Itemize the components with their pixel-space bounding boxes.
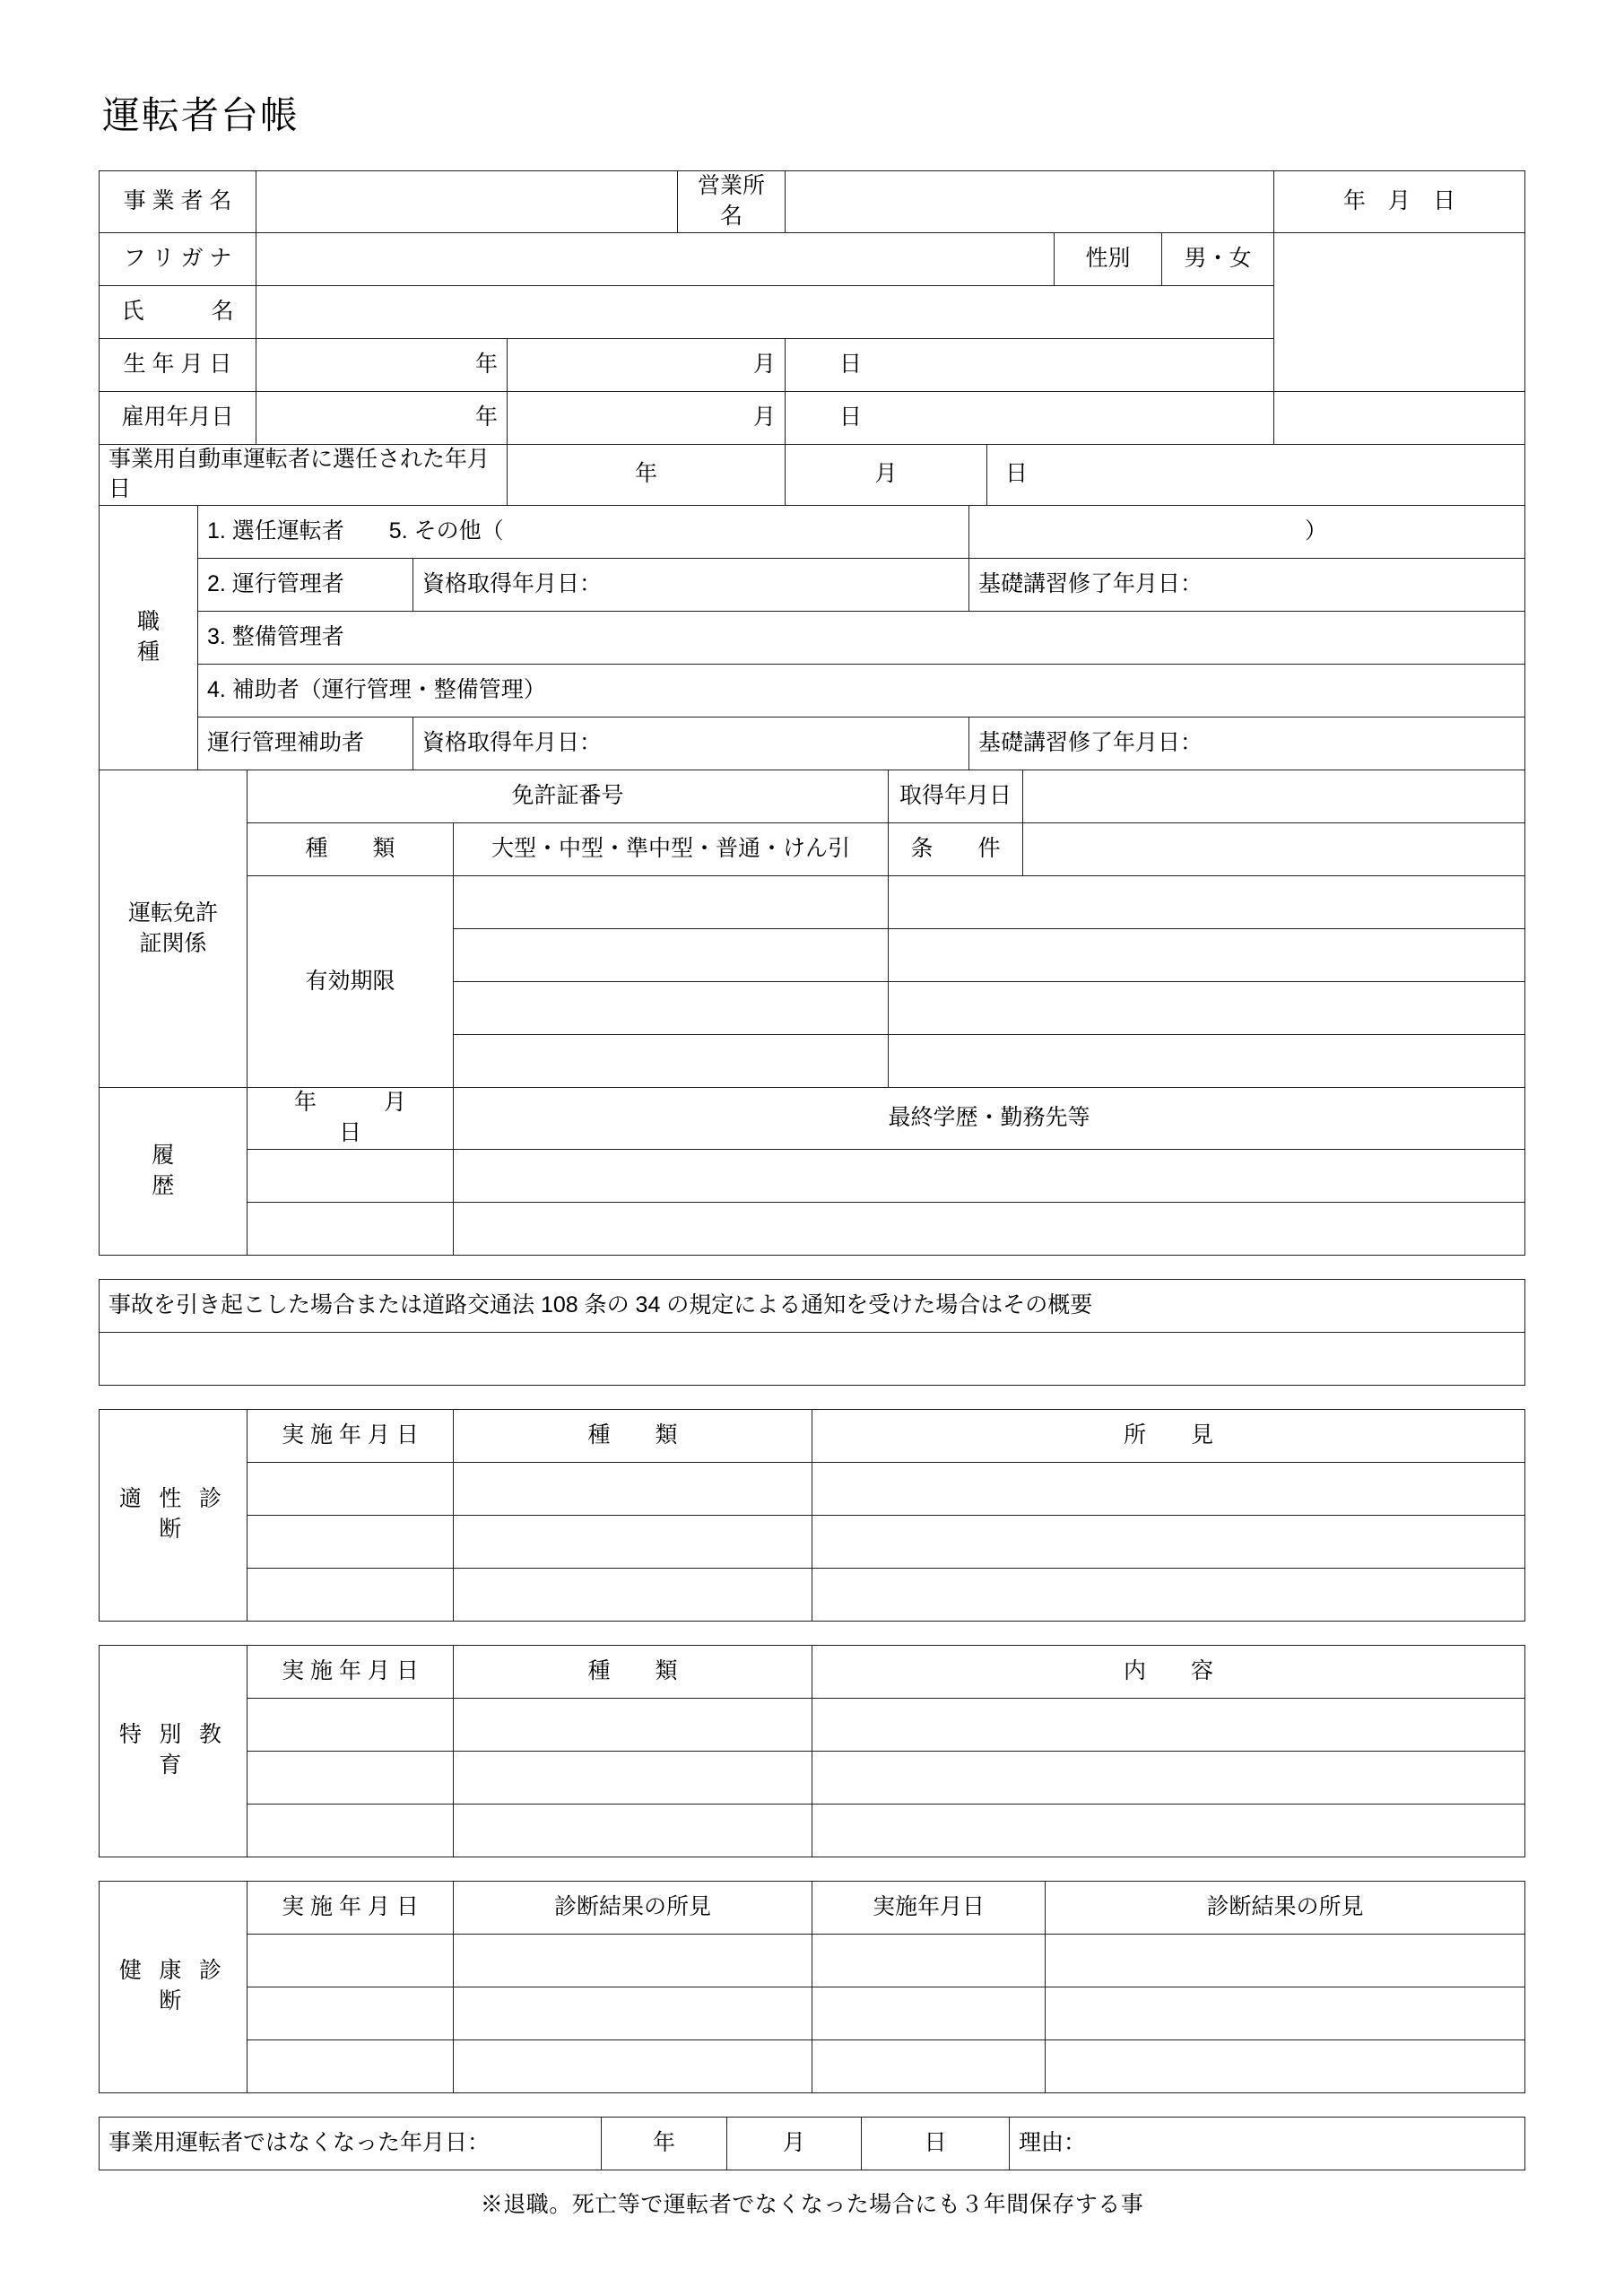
termination-year[interactable]: 年 — [602, 2117, 727, 2170]
special-education-row — [100, 1751, 1525, 1804]
birthdate-month[interactable]: 月 — [508, 338, 786, 391]
date-label: 年 月 日 — [1274, 171, 1525, 233]
hiredate-label: 雇用年月日 — [100, 391, 256, 444]
hiredate-month[interactable]: 月 — [508, 391, 786, 444]
license-validity-cell[interactable] — [889, 1035, 1525, 1088]
health-finding-cell[interactable] — [454, 2039, 812, 2092]
special-education-kind-label: 種 類 — [454, 1645, 812, 1698]
health-row — [100, 1987, 1525, 2039]
job-type-assistant-label: 運行管理補助者 — [198, 718, 413, 770]
special-education-row — [100, 1804, 1525, 1857]
job-type-row-5 — [100, 718, 1525, 770]
health-date-cell-2[interactable] — [812, 1987, 1046, 2039]
appointed-day[interactable]: 日 — [987, 444, 1525, 506]
job-type-option-3[interactable]: 3. 整備管理者 — [198, 612, 1525, 665]
aptitude-finding-cell[interactable] — [812, 1515, 1525, 1568]
health-date-cell-2[interactable] — [812, 2039, 1046, 2092]
aptitude-finding-cell[interactable] — [812, 1568, 1525, 1621]
job-type-option-5-close: ） — [969, 506, 1525, 559]
job-type-row-1 — [100, 506, 1525, 559]
accident-notice-label: 事故を引き起こした場合または道路交通法 108 条の 34 の規定による通知を受けた場合はその概要 — [100, 1279, 1525, 1332]
license-validity-row-1 — [100, 876, 1525, 929]
special-education-kind-cell[interactable] — [454, 1751, 812, 1804]
job-type-option-2[interactable]: 2. 運行管理者 — [198, 559, 413, 612]
special-education-header-row — [100, 1645, 1525, 1698]
job-type-row-2 — [100, 559, 1525, 612]
header-table — [99, 170, 1525, 506]
appointed-month[interactable]: 月 — [786, 444, 987, 506]
history-content-cell[interactable] — [454, 1202, 1525, 1255]
accident-label-row — [100, 1279, 1525, 1332]
job-type-option-4[interactable]: 4. 補助者（運行管理・整備管理） — [198, 665, 1525, 718]
health-header-row — [100, 1881, 1525, 1934]
special-education-content-cell[interactable] — [812, 1751, 1525, 1804]
job-type-label: 職 種 — [100, 506, 198, 770]
license-validity-cell[interactable] — [889, 876, 1525, 929]
job-type-table — [99, 505, 1525, 770]
name-label: 氏 名 — [100, 285, 256, 338]
job-type-assistant-basic-training-date[interactable]: 基礎講習修了年月日： — [969, 718, 1525, 770]
row-furigana — [100, 232, 1525, 285]
health-date-label-2: 実施年月日 — [812, 1881, 1046, 1934]
row-business-office-date — [100, 171, 1525, 233]
aptitude-date-cell[interactable] — [248, 1515, 454, 1568]
health-date-cell-2[interactable] — [812, 1934, 1046, 1987]
business-name-label: 事 業 者 名 — [100, 171, 256, 233]
termination-table — [99, 2117, 1525, 2170]
termination-month[interactable]: 月 — [727, 2117, 862, 2170]
termination-reason-label[interactable]: 理由： — [1010, 2117, 1525, 2170]
accident-notice-field[interactable] — [100, 1332, 1525, 1385]
job-type-basic-training-date[interactable]: 基礎講習修了年月日： — [969, 559, 1525, 612]
office-name-label: 営業所名 — [678, 171, 786, 233]
health-row — [100, 2039, 1525, 2092]
license-acquired-field[interactable] — [1023, 770, 1525, 823]
health-finding-cell-2[interactable] — [1046, 1934, 1525, 1987]
history-date-cell[interactable] — [248, 1202, 454, 1255]
job-type-row-3 — [100, 612, 1525, 665]
health-section-label: 健 康 診 断 — [100, 1881, 248, 2092]
aptitude-row — [100, 1568, 1525, 1621]
gender-label: 性別 — [1055, 232, 1162, 285]
gender-options[interactable]: 男・女 — [1162, 232, 1274, 285]
page-title: 運転者台帳 — [102, 94, 300, 136]
aptitude-finding-label: 所 見 — [812, 1409, 1525, 1462]
history-content-label: 最終学歴・勤務先等 — [454, 1088, 1525, 1150]
birthdate-year[interactable]: 年 — [256, 338, 508, 391]
hiredate-day[interactable]: 日 — [786, 391, 1274, 444]
row-appointed-date — [100, 444, 1525, 506]
health-table — [99, 1881, 1525, 2093]
job-type-assistant-qualification-date[interactable]: 資格取得年月日： — [413, 718, 969, 770]
aptitude-finding-cell[interactable] — [812, 1462, 1525, 1515]
license-section-label — [100, 770, 248, 1088]
accident-entry-row — [100, 1332, 1525, 1385]
license-validity-cell[interactable] — [454, 876, 889, 929]
special-education-content-cell[interactable] — [812, 1804, 1525, 1857]
photo-area — [1274, 232, 1525, 391]
special-education-date-cell[interactable] — [248, 1751, 454, 1804]
license-validity-cell[interactable] — [454, 929, 889, 982]
footer-note: ※退職。死亡等で運転者でなくなった場合にも３年間保存する事 — [480, 2191, 1144, 2217]
health-row — [100, 1934, 1525, 1987]
furigana-label: フ リ ガ ナ — [100, 232, 256, 285]
aptitude-row — [100, 1515, 1525, 1568]
history-date-label: 年 月 日 — [248, 1088, 454, 1150]
furigana-field[interactable] — [256, 232, 1055, 285]
health-finding-cell[interactable] — [454, 1934, 812, 1987]
health-date-cell[interactable] — [248, 2039, 454, 2092]
termination-label: 事業用運転者ではなくなった年月日： — [100, 2117, 602, 2170]
special-education-date-label: 実 施 年 月 日 — [248, 1645, 454, 1698]
termination-row — [100, 2117, 1525, 2170]
special-education-kind-cell[interactable] — [454, 1698, 812, 1751]
health-finding-cell-2[interactable] — [1046, 1987, 1525, 2039]
aptitude-kind-label: 種 類 — [454, 1409, 812, 1462]
health-finding-label-2: 診断結果の所見 — [1046, 1881, 1525, 1934]
history-section-label: 履 歴 — [100, 1088, 248, 1256]
license-validity-cell[interactable] — [454, 982, 889, 1035]
business-name-field[interactable] — [256, 171, 678, 233]
appointed-year[interactable]: 年 — [508, 444, 786, 506]
license-kind-label: 種 類 — [248, 823, 454, 876]
birthdate-day[interactable]: 日 — [786, 338, 1274, 391]
aptitude-date-cell[interactable] — [248, 1568, 454, 1621]
special-education-content-cell[interactable] — [812, 1698, 1525, 1751]
license-kind-value[interactable]: 大型・中型・準中型・普通・けん引 — [454, 823, 889, 876]
job-type-option-1[interactable]: 1. 選任運転者 5. その他（ — [198, 506, 969, 559]
accident-table — [99, 1279, 1525, 1386]
license-row-kind — [100, 823, 1525, 876]
license-row-number — [100, 770, 1525, 823]
termination-day[interactable]: 日 — [862, 2117, 1010, 2170]
license-acquired-label: 取得年月日 — [889, 770, 1023, 823]
special-education-date-cell[interactable] — [248, 1698, 454, 1751]
aptitude-header-row — [100, 1409, 1525, 1462]
special-education-date-cell[interactable] — [248, 1804, 454, 1857]
aptitude-date-label: 実 施 年 月 日 — [248, 1409, 454, 1462]
office-name-field[interactable] — [786, 171, 1274, 233]
license-validity-cell[interactable] — [454, 1035, 889, 1088]
license-section-label-line1: 運転免許 — [127, 900, 218, 926]
health-finding-label: 診断結果の所見 — [454, 1881, 812, 1934]
health-date-label: 実 施 年 月 日 — [248, 1881, 454, 1934]
job-type-qualification-date[interactable]: 資格取得年月日： — [413, 559, 969, 612]
history-row — [100, 1202, 1525, 1255]
license-condition-field[interactable] — [1023, 823, 1525, 876]
aptitude-kind-cell[interactable] — [454, 1462, 812, 1515]
license-validity-cell[interactable] — [889, 929, 1525, 982]
history-table — [99, 1087, 1525, 1256]
health-date-cell[interactable] — [248, 1987, 454, 2039]
license-condition-label: 条 件 — [889, 823, 1023, 876]
aptitude-section-label: 適 性 診 断 — [100, 1409, 248, 1621]
special-education-row — [100, 1698, 1525, 1751]
history-content-cell[interactable] — [454, 1149, 1525, 1202]
hiredate-spacer — [1274, 391, 1525, 444]
license-number-label: 免許証番号 — [248, 770, 889, 823]
special-education-kind-cell[interactable] — [454, 1804, 812, 1857]
health-finding-cell[interactable] — [454, 1987, 812, 2039]
appointed-label: 事業用自動車運転者に選任された年月日 — [100, 444, 508, 506]
special-education-content-label: 内 容 — [812, 1645, 1525, 1698]
aptitude-kind-cell[interactable] — [454, 1568, 812, 1621]
health-finding-cell-2[interactable] — [1046, 2039, 1525, 2092]
history-header-row — [100, 1088, 1525, 1150]
license-table — [99, 770, 1525, 1088]
license-validity-label: 有効期限 — [248, 876, 454, 1088]
special-education-section-label: 特 別 教 育 — [100, 1645, 248, 1857]
aptitude-row — [100, 1462, 1525, 1515]
health-date-cell[interactable] — [248, 1934, 454, 1987]
special-education-table — [99, 1645, 1525, 1857]
license-validity-cell[interactable] — [889, 982, 1525, 1035]
aptitude-date-cell[interactable] — [248, 1462, 454, 1515]
aptitude-table — [99, 1409, 1525, 1622]
name-field[interactable] — [256, 285, 1274, 338]
license-section-label-line2: 証関係 — [139, 930, 207, 956]
job-type-row-4 — [100, 665, 1525, 718]
hiredate-year[interactable]: 年 — [256, 391, 508, 444]
aptitude-kind-cell[interactable] — [454, 1515, 812, 1568]
birthdate-label: 生 年 月 日 — [100, 338, 256, 391]
row-hiredate — [100, 391, 1525, 444]
